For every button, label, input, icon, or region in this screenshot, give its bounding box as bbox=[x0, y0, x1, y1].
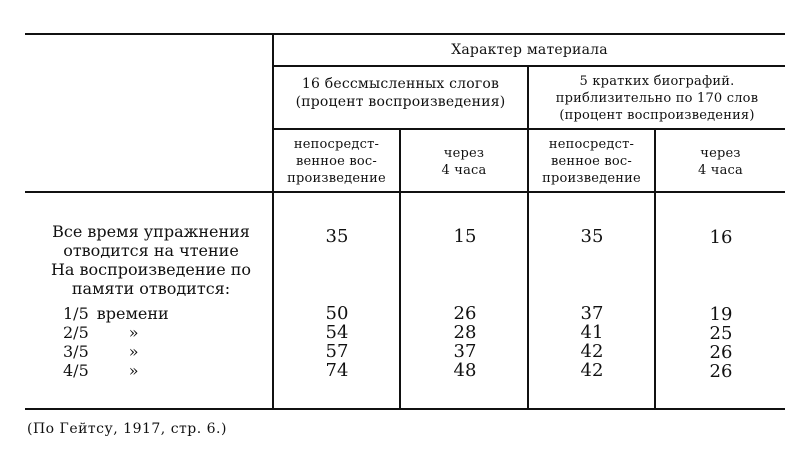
table-cell: 74 bbox=[325, 360, 349, 381]
header-rule bbox=[272, 128, 785, 130]
row-label-reading: Все время упражнения отводится на чтение bbox=[52, 222, 250, 260]
data-table bbox=[25, 33, 785, 410]
table-cell: 26 bbox=[709, 342, 733, 363]
table-cell: 15 bbox=[453, 226, 477, 247]
table-cell: 42 bbox=[580, 341, 604, 362]
table-cell: 16 bbox=[709, 227, 733, 248]
table-cell: 50 bbox=[325, 303, 349, 324]
table-cell: 28 bbox=[453, 322, 477, 343]
table-cell: 26 bbox=[453, 303, 477, 324]
table-cell: 25 bbox=[709, 323, 733, 344]
row-label-recall: На воспроизведение по памяти отводится: bbox=[50, 260, 252, 298]
header-rule bbox=[272, 65, 785, 67]
table-cell: 35 bbox=[325, 226, 349, 247]
row-label-fraction: 3/5 » bbox=[63, 342, 139, 361]
immediate-recall-header: непосредст- венное вос- произведение bbox=[287, 137, 386, 186]
header-rule bbox=[25, 191, 785, 193]
biographies-header: 5 кратких биографий. приблизительно по 170 слов (процент воспроизведения) bbox=[555, 74, 759, 123]
row-label-fraction: 4/5 » bbox=[63, 361, 139, 380]
row-label-fraction: 1/5 времени bbox=[63, 304, 169, 323]
material-header: Характер материала bbox=[451, 42, 608, 58]
syllables-header: 16 бессмысленных слогов (процент воспроизведения) bbox=[295, 76, 506, 110]
table-cell: 37 bbox=[580, 303, 604, 324]
table-cell: 37 bbox=[453, 341, 477, 362]
table-cell: 48 bbox=[453, 360, 477, 381]
table-cell: 57 bbox=[325, 341, 349, 362]
table-cell: 35 bbox=[580, 226, 604, 247]
table-cell: 26 bbox=[709, 361, 733, 382]
table-cell: 19 bbox=[709, 304, 733, 325]
immediate-recall-header: непосредст- венное вос- произведение bbox=[542, 137, 641, 186]
table-cell: 42 bbox=[580, 360, 604, 381]
table-cell: 54 bbox=[325, 322, 349, 343]
after-4h-header: через 4 часа bbox=[698, 146, 743, 178]
source-footnote: (По Гейтсу, 1917, стр. 6.) bbox=[27, 421, 227, 437]
after-4h-header: через 4 часа bbox=[441, 146, 487, 178]
table-cell: 41 bbox=[580, 322, 604, 343]
row-label-fraction: 2/5 » bbox=[63, 323, 139, 342]
